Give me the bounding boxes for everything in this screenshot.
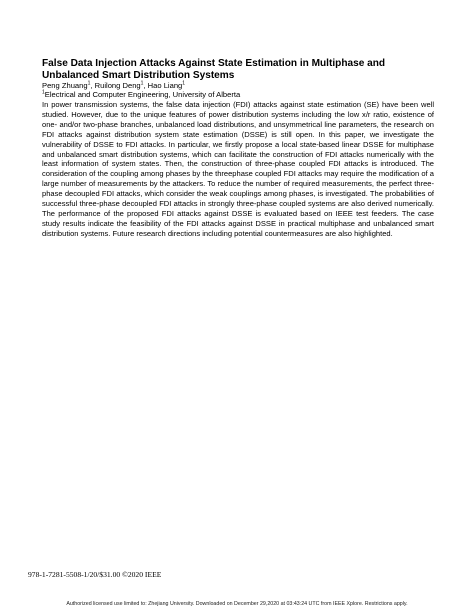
copyright-notice: 978-1-7281-5508-1/20/$31.00 ©2020 IEEE [28,570,162,579]
author-affiliation-mark: 1 [140,80,144,87]
author-separator: , [90,81,95,90]
author-affiliation-mark: 1 [182,80,186,87]
affiliation-text: Electrical and Computer Engineering, University of Alberta [44,90,241,99]
affiliation [42,90,434,100]
affiliation-mark: 1 [42,89,45,96]
author-affiliation-mark: 1 [87,80,91,87]
license-footer: Authorized licensed use limited to: Zhejiang University. Downloaded on December 29,2020 at 03:43:24 UTC from IEEE Xplore. Restrictions apply. [66,601,408,607]
author-name: Peng Zhuang [42,81,88,90]
author-separator: , [143,81,148,90]
paper-title: False Data Injection Attacks Against State Estimation in Multiphase and Unbalanced Smart Distribution Systems [42,58,386,81]
author-name: Hao Liang [147,81,183,90]
author-name: Ruilong Deng [94,81,141,90]
abstract-text: In power transmission systems, the false data injection (FDI) attacks against state estimation (SE) have been well studied. However, due to the unique features of power distribution systems including the low x/r ratio, existence of one- and/or two-phase branches, unbalanced load distributions, and unsymmetrical line parameters, the research on FDI attacks against distribution system state estimation (DSSE) is still open. In this paper, we investigate the vulnerability of DSSE to FDI attacks. In particular, we firstly propose a local state-based linear DSSE for multiphase and unbalanced smart distribution systems, which can facilitate the construction of FDI attacks numerically with the least information of system states. Then, the construction of three-phase coupled FDI attacks is introduced. The consideration of the coupling among phases by the threephase coupled FDI attacks may require the modification of a large number of measurements by the attackers. To reduce the number of required measurements, the perfect three-phase decoupled FDI attacks, which consider the weak couplings among phases, is investigated. The probabilities of successful three-phase decoupled FDI attacks in strongly three-phase coupled systems are also derived numerically. The performance of the proposed FDI attacks against DSSE is evaluated based on IEEE test feeders. The case study results indicate the feasibility of the FDI attacks against DSSE in practical multiphase and unbalanced smart distribution systems. Future research directions including potential countermeasures are also highlighted. [42,100,434,238]
